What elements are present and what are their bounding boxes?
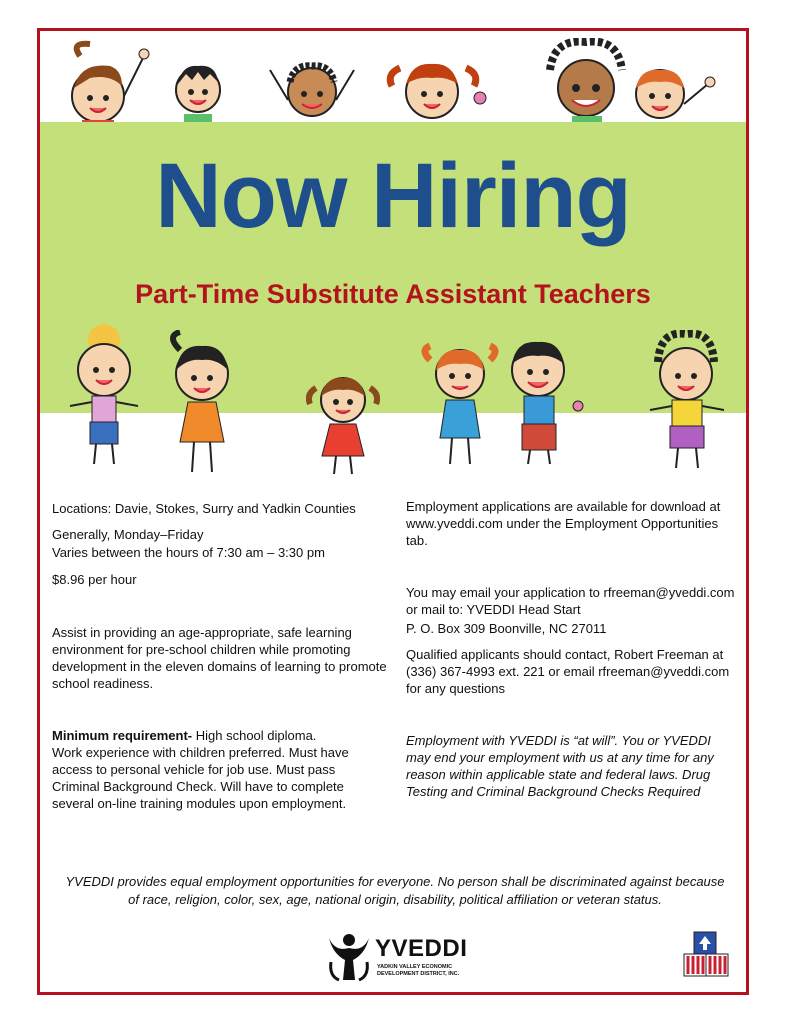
yveddi-figure-logo-icon: [325, 932, 373, 982]
requirement-label: Minimum requirement-: [52, 728, 193, 743]
at-will-text: Employment with YVEDDI is “at will”. You or YVEDDI may end your employment with us at any time for any reason within applicable state and federal laws. Drug Testing and Criminal Background Checks Required: [406, 733, 714, 799]
kid-girl-orange-dress-icon: [160, 330, 240, 480]
duties-text: Assist in providing an age-appropriate, safe learning environment for pre-school children while promoting development in the eleven domains of learning to promote school readiness.: [52, 625, 387, 691]
page-subtitle: Part-Time Substitute Assistant Teachers: [135, 279, 651, 309]
requirement-details: Work experience with children preferred. Must have access to personal vehicle for job use. Must pass Criminal Background Check. Will have to complete several on-line training modules upon employment.: [52, 745, 349, 811]
kid-boy-flower-icon: [500, 332, 586, 468]
yveddi-logo: [325, 932, 475, 984]
kid-girl-blue-dress-icon: [420, 340, 500, 470]
logo-subtitle: [377, 964, 477, 978]
kid-boy-yellow-shirt-icon: [644, 330, 728, 474]
page-title: Now Hiring: [155, 145, 631, 247]
logo-name: YVEDDI: [375, 935, 468, 962]
kid-boy-arms-up-icon: [260, 60, 364, 124]
kid-boy-1-icon: [170, 60, 226, 124]
logo-subtitle-line-1: YADKIN VALLEY ECONOMIC: [377, 964, 453, 970]
requirements-block: [52, 727, 382, 812]
eeo-line-2: of race, religion, color, sex, age, national origin, disability, political affiliation or veteran status.: [128, 892, 662, 907]
days-text: Generally, Monday–Friday: [52, 527, 204, 542]
equal-opportunity-statement: [50, 873, 740, 909]
email-application-text: You may email your application to rfreeman@yveddi.com: [406, 585, 735, 600]
kid-dreadlocks-boy-icon: [542, 38, 630, 124]
kid-waving-boy-icon: [624, 60, 716, 124]
requirement-diploma: High school diploma.: [192, 728, 317, 743]
logo-subtitle-line-2: DEVELOPMENT DISTRICT, INC.: [377, 971, 460, 977]
mail-to-text: or mail to: YVEDDI Head Start: [406, 602, 581, 617]
kid-girl-flower-icon: [386, 52, 490, 124]
kid-girl-red-dress-icon: [306, 370, 380, 480]
hours-text: Varies between the hours of 7:30 am – 3:30 pm: [52, 545, 325, 560]
eeo-line-1: YVEDDI provides equal employment opportunities for everyone. No person shall be discriminated against because: [65, 874, 725, 889]
kid-waving-girl-icon: [60, 36, 150, 124]
locations-text: Locations: Davie, Stokes, Surry and Yadkin Counties: [52, 501, 356, 516]
applications-text: Employment applications are available for download at www.yveddi.com under the Employment Opportunities tab.: [406, 499, 721, 548]
contact-text: Qualified applicants should contact, Robert Freeman at (336) 367-4993 ext. 221 or email rfreeman@yveddi.com for any questions: [406, 647, 730, 696]
pay-text: $8.96 per hour: [52, 572, 137, 587]
head-start-blocks-icon: [680, 928, 730, 980]
mailing-address: P. O. Box 309 Boonville, NC 27011: [406, 621, 607, 636]
kid-flower-hair-icon: [66, 322, 140, 472]
